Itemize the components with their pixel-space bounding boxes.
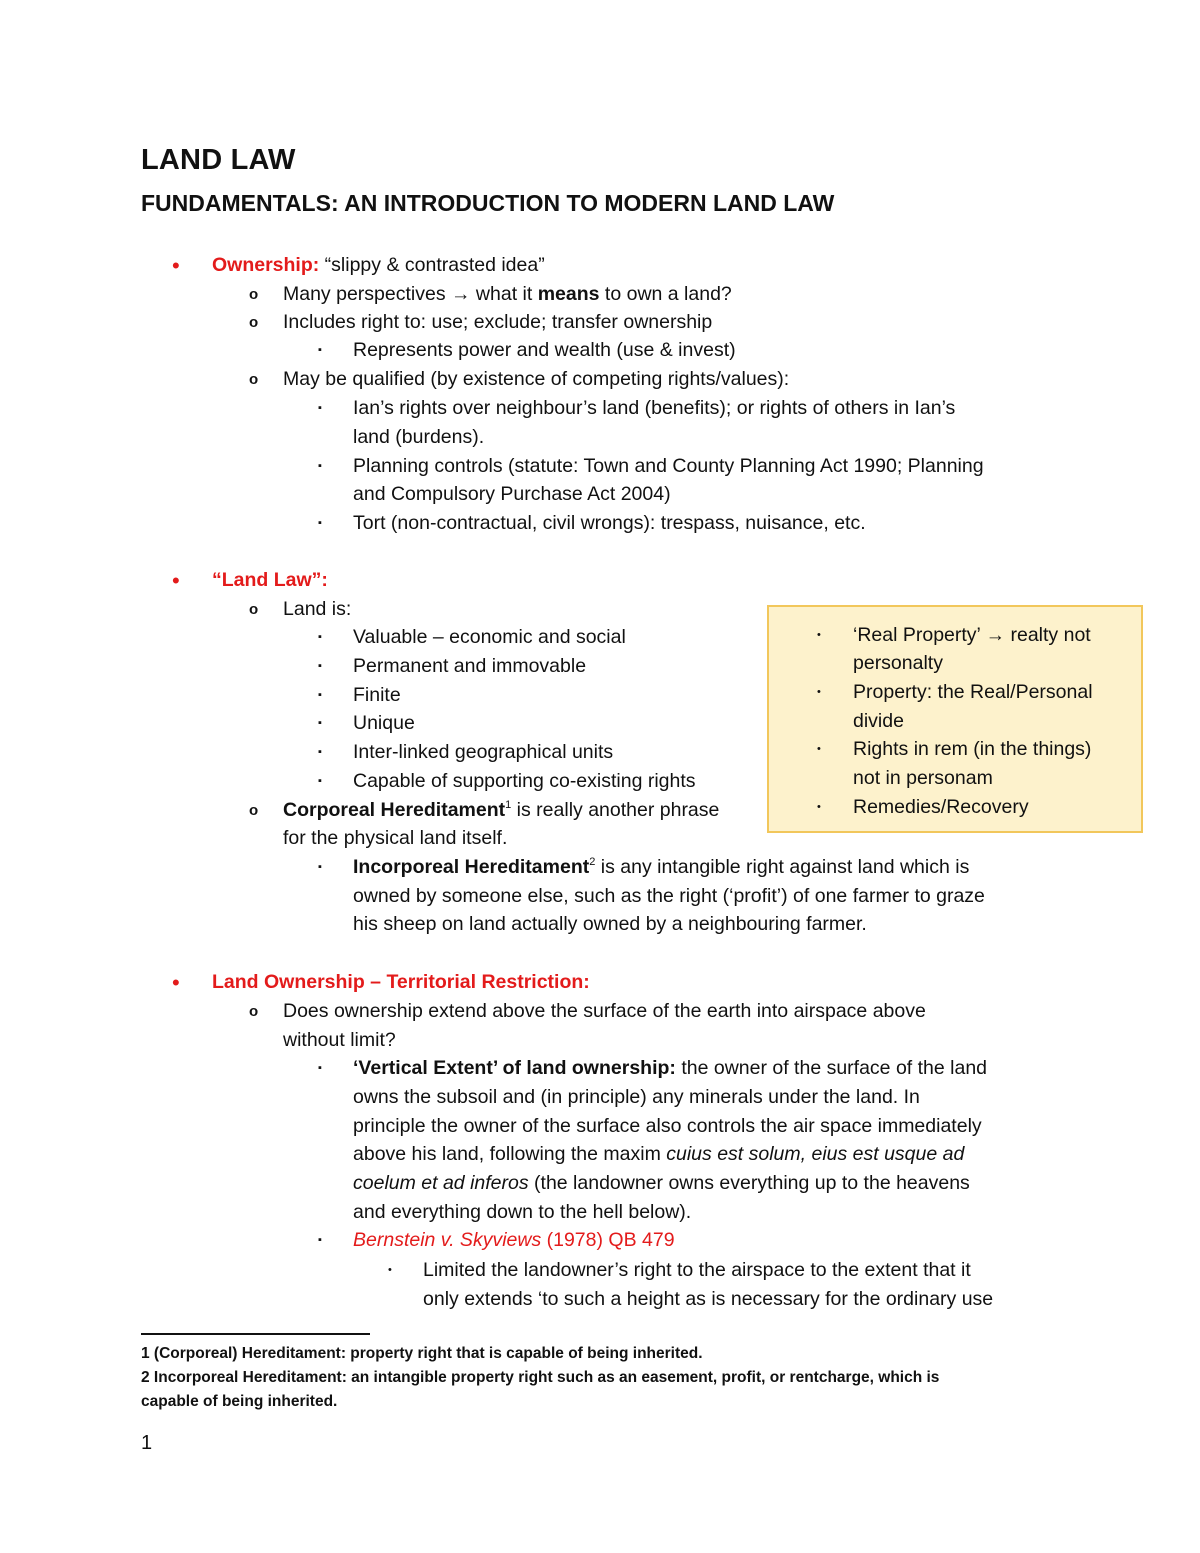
bullet-square-icon: ▪ [318,1234,322,1246]
ownership-heading [212,251,545,280]
bullet-o-icon: o [249,371,259,388]
bullet-disc-icon: • [172,253,180,278]
vertical-extent-line-6: and everything down to the hell below). [353,1201,692,1223]
arrow-right-icon: → [451,283,471,305]
bullet-square-icon: ▪ [318,746,322,758]
bullet-o-icon: o [249,1003,259,1020]
ownership-point-3-sub-2-line-2: and Compulsory Purchase Act 2004) [353,483,671,505]
corporeal-line-2: for the physical land itself. [283,827,508,849]
bold-span: Incorporeal Hereditament [353,856,590,878]
ownership-point-3-sub-3: Tort (non-contractual, civil wrongs): trespass, nuisance, etc. [353,512,866,534]
vertical-extent-line-4 [353,1140,964,1169]
callout-item-1-line-2: personalty [853,652,943,674]
italic-span: coelum et ad inferos [353,1172,529,1194]
bullet-square-icon: ▪ [318,717,322,729]
ownership-point-2: Includes right to: use; exclude; transfer ownership [283,311,713,333]
bullet-disc-icon: • [172,970,180,995]
territorial-question-line-1: Does ownership extend above the surface of the earth into airspace above [283,1000,926,1022]
bullet-small-icon: • [817,686,821,698]
text-span: realty not [1005,624,1091,646]
bullet-small-icon: • [817,743,821,755]
bullet-square-icon: ▪ [318,861,322,873]
text-span: the owner of the surface of the land [675,1057,988,1079]
vertical-extent-line-3: principle the owner of the surface also controls the air space immediately [353,1115,982,1137]
callout-item-3-line-2: not in personam [853,767,993,789]
landlaw-item: Inter-linked geographical units [353,741,614,763]
limitation-line-1: Limited the landowner’s right to the airspace to the extent that it [423,1259,971,1281]
text-span: is really another phrase [511,799,720,821]
footnote-ref-2: 2 [589,856,596,868]
document-subtitle: FUNDAMENTALS: AN INTRODUCTION TO MODERN LAND LAW [141,190,835,216]
territorial-question-line-2: without limit? [283,1029,396,1051]
incorporeal-line-1 [353,853,969,882]
landlaw-item: Capable of supporting co-existing rights [353,770,696,792]
callout-item-4: Remedies/Recovery [853,796,1029,818]
callout-item-3-line-1: Rights in rem (in the things) [853,738,1092,760]
ownership-point-3: May be qualified (by existence of competing rights/values): [283,368,790,390]
landlaw-heading: “Land Law”: [212,569,328,591]
bullet-small-icon: • [388,1264,392,1276]
ownership-point-1 [283,280,732,309]
case-citation [353,1226,675,1255]
territorial-heading: Land Ownership – Territorial Restriction: [212,971,590,993]
text-span: ‘Real Property’ [853,624,986,646]
document-title: LAND LAW [141,144,296,176]
footnote-1: 1 (Corporeal) Hereditament: property right that is capable of being inherited. [141,1345,703,1362]
text-span: to own a land? [599,283,732,305]
callout-item-2-line-1: Property: the Real/Personal [853,681,1093,703]
ownership-point-2-sub: Represents power and wealth (use & invest) [353,339,736,361]
bullet-square-icon: ▪ [318,402,322,414]
corporeal-line-1 [283,796,719,825]
page-number: 1 [141,1432,153,1454]
limitation-line-2: only extends ‘to such a height as is necessary for the ordinary use [423,1288,994,1310]
callout-item-2-line-2: divide [853,710,904,732]
footnote-2-line-2: capable of being inherited. [141,1393,338,1410]
ownership-label: Ownership: [212,254,320,276]
landlaw-point-1: Land is: [283,598,352,620]
landlaw-item: Permanent and immovable [353,655,587,677]
italic-span: cuius est solum, eius est usque ad [666,1143,965,1165]
footnote-ref-1: 1 [505,799,512,811]
bullet-square-icon: ▪ [318,775,322,787]
text-span: what it [470,283,538,305]
landlaw-item: Valuable – economic and social [353,626,626,648]
bullet-square-icon: ▪ [318,344,322,356]
text-span: is any intangible right against land which is [595,856,970,878]
footnote-2-line-1: 2 Incorporeal Hereditament: an intangible property right such as an easement, profit, or rentcharge, which is [141,1369,940,1386]
bullet-square-icon: ▪ [318,689,322,701]
incorporeal-line-2: owned by someone else, such as the right (‘profit’) of one farmer to graze [353,885,985,907]
bullet-square-icon: ▪ [318,1062,322,1074]
callout-item-1-line-1 [853,621,1091,650]
bullet-o-icon: o [249,286,259,303]
vertical-extent-line-2: owns the subsoil and (in principle) any minerals under the land. In [353,1086,920,1108]
bullet-small-icon: • [817,801,821,813]
footnote-separator [141,1333,370,1335]
ownership-point-3-sub-1-line-1: Ian’s rights over neighbour’s land (benefits); or rights of others in Ian’s [353,397,956,419]
case-name: Bernstein v. Skyviews [353,1229,542,1251]
ownership-point-3-sub-1-line-2: land (burdens). [353,426,485,448]
bold-span: means [537,283,600,305]
text-span: Many perspectives [283,283,451,305]
case-reference: (1978) QB 479 [541,1229,675,1251]
bullet-small-icon: • [817,629,821,641]
landlaw-item: Unique [353,712,415,734]
bullet-o-icon: o [249,802,259,819]
bullet-square-icon: ▪ [318,660,322,672]
bullet-disc-icon: • [172,568,180,593]
incorporeal-line-3: his sheep on land actually owned by a neighbouring farmer. [353,913,867,935]
bold-span: ‘Vertical Extent’ of land ownership: [353,1057,676,1079]
bullet-square-icon: ▪ [318,460,322,472]
text-span: above his land, following the maxim [353,1143,667,1165]
bullet-square-icon: ▪ [318,631,322,643]
bullet-o-icon: o [249,601,259,618]
bold-span: Corporeal Hereditament [283,799,506,821]
vertical-extent-line-1 [353,1054,987,1083]
bullet-square-icon: ▪ [318,517,322,529]
text-span: (the landowner owns everything up to the heavens [528,1172,970,1194]
bullet-o-icon: o [249,314,259,331]
vertical-extent-line-5 [353,1169,970,1198]
ownership-point-3-sub-2-line-1: Planning controls (statute: Town and County Planning Act 1990; Planning [353,455,984,477]
landlaw-item: Finite [353,684,401,706]
ownership-text: “slippy & contrasted idea” [319,254,545,276]
arrow-right-icon: → [985,624,1006,646]
